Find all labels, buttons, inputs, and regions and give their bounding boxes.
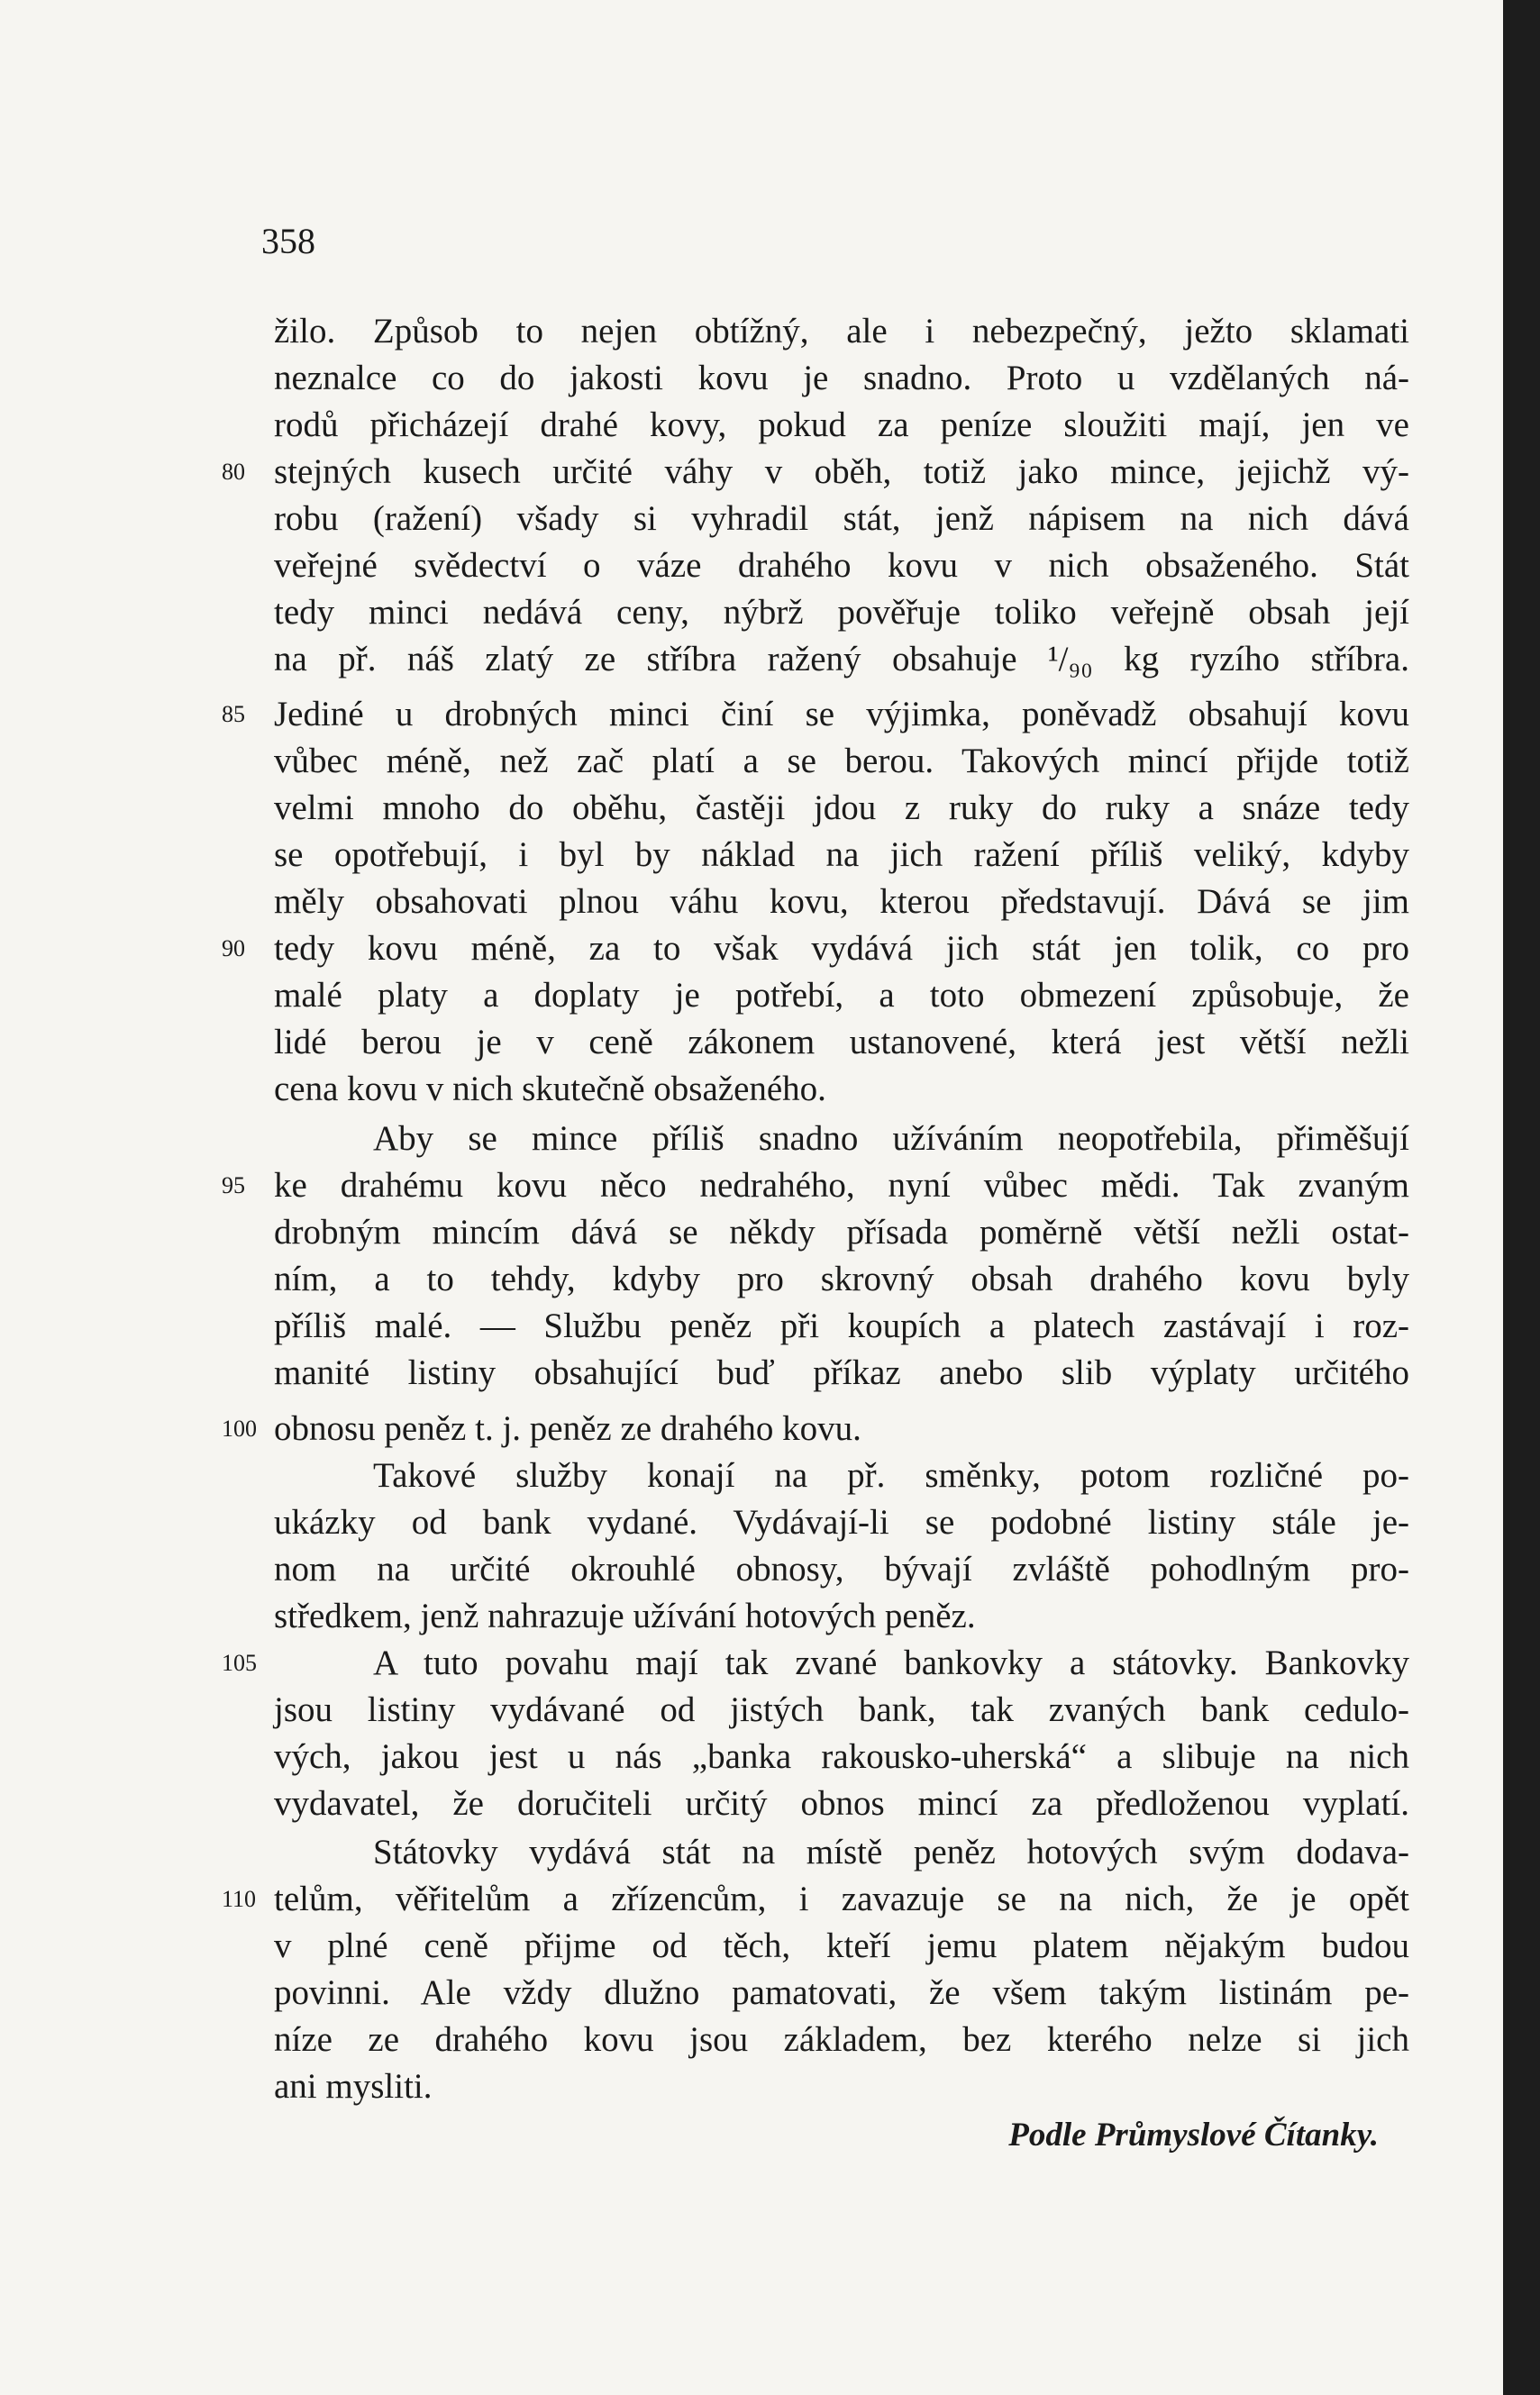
text-line: v plné ceně přijme od těch, kteří jemu platem nějakým budou <box>274 1926 1409 1965</box>
text-line: jsou listiny vydávané od jistých bank, tak zvaných bank cedulo- <box>274 1690 1409 1729</box>
line-number: 85 <box>222 701 245 727</box>
text-line: neznalce co do jakosti kovu je snadno. Proto u vzdělaných ná- <box>274 359 1409 397</box>
text-line: níze ze drahého kovu jsou základem, bez kterého nelze si jich <box>274 2020 1409 2059</box>
text-line: vých, jakou jest u nás „banka rakousko-uherská“ a slibuje na nich <box>274 1737 1409 1776</box>
text-line: stejných kusech určité váhy v oběh, totiž jako mince, jejichž vý- <box>274 452 1409 491</box>
text-line: A tuto povahu mají tak zvané bankovky a státovky. Bankovky <box>373 1644 1409 1682</box>
text-line: ani mysliti. <box>274 2067 433 2106</box>
line-number: 90 <box>222 935 245 961</box>
text-line: veřejné svědectví o váze drahého kovu v nich obsaženého. Stát <box>274 546 1409 585</box>
line-number: 105 <box>222 1650 257 1676</box>
text-line: manité listiny obsahující buď příkaz anebo slib výplaty určitého <box>274 1353 1409 1392</box>
text-line: tedy minci nedává ceny, nýbrž pověřuje toliko veřejně obsah její <box>274 593 1409 632</box>
line-number: 80 <box>222 459 245 485</box>
text-line: telům, věřitelům a zřízencům, i zavazuje se na nich, že je opět <box>274 1880 1409 1918</box>
text-line: povinni. Ale vždy dlužno pamatovati, že všem takým listinám pe- <box>274 1973 1409 2012</box>
text-line: ním, a to tehdy, kdyby pro skrovný obsah drahého kovu byly <box>274 1260 1409 1298</box>
text-line: vydavatel, že doručiteli určitý obnos mincí za předloženou vyplatí. <box>274 1784 1409 1823</box>
text-line: malé platy a doplaty je potřebí, a toto obmezení způsobuje, že <box>274 976 1409 1015</box>
text-line: příliš malé. — Službu peněz při koupích a platech zastávají i roz- <box>274 1307 1409 1345</box>
text-line: Aby se mince příliš snadno užíváním neopotřebila, přiměšují <box>373 1119 1409 1158</box>
text-line: Státovky vydává stát na místě peněz hotových svým dodava- <box>373 1833 1409 1871</box>
text-line: měly obsahovati plnou váhu kovu, kterou představují. Dává se jim <box>274 882 1409 921</box>
line-number: 110 <box>222 1886 257 1912</box>
text-line: se opotřebují, i byl by náklad na jich ražení příliš veliký, kdyby <box>274 835 1409 874</box>
text-line: Jediné u drobných minci činí se výjimka, poněvadž obsahují kovu <box>274 695 1409 733</box>
source-attribution: Podle Průmyslové Čítanky. <box>1008 2117 1379 2154</box>
text-line: ke drahému kovu něco nedrahého, nyní vůbec mědi. Tak zvaným <box>274 1166 1409 1205</box>
text-line: na př. náš zlatý ze stříbra ražený obsahuje ¹/₉₀ kg ryzího stříbra. <box>274 640 1409 678</box>
text-line: rodů přicházejí drahé kovy, pokud za peníze sloužiti mají, jen ve <box>274 405 1409 444</box>
page-edge <box>1503 0 1540 2395</box>
text-line: nom na určité okrouhlé obnosy, bývají zvláště pohodlným pro- <box>274 1550 1409 1589</box>
text-line: drobným mincím dává se někdy přísada poměrně větší nežli ostat- <box>274 1213 1409 1252</box>
text-line: vůbec méně, než zač platí a se berou. Takových mincí přijde totiž <box>274 742 1409 780</box>
text-line: cena kovu v nich skutečně obsaženého. <box>274 1070 826 1108</box>
line-number: 95 <box>222 1172 245 1198</box>
text-line: Takové služby konají na př. směnky, potom rozličné po- <box>373 1456 1409 1495</box>
text-line: ukázky od bank vydané. Vydávají-li se podobné listiny stále je- <box>274 1503 1409 1542</box>
text-line: středkem, jenž nahrazuje užívání hotových peněz. <box>274 1597 976 1635</box>
text-line: tedy kovu méně, za to však vydává jich stát jen tolik, co pro <box>274 929 1409 968</box>
text-line: robu (ražení) všady si vyhradil stát, jenž nápisem na nich dává <box>274 499 1409 538</box>
page-number: 358 <box>261 221 315 261</box>
text-line: velmi mnoho do oběhu, častěji jdou z ruky do ruky a snáze tedy <box>274 788 1409 827</box>
line-number: 100 <box>222 1416 257 1442</box>
text-line: žilo. Způsob to nejen obtížný, ale i nebezpečný, ježto sklamati <box>274 312 1409 351</box>
text-line: obnosu peněz t. j. peněz ze drahého kovu. <box>274 1409 861 1448</box>
text-line: lidé berou je v ceně zákonem ustanovené, která jest větší nežli <box>274 1023 1409 1061</box>
